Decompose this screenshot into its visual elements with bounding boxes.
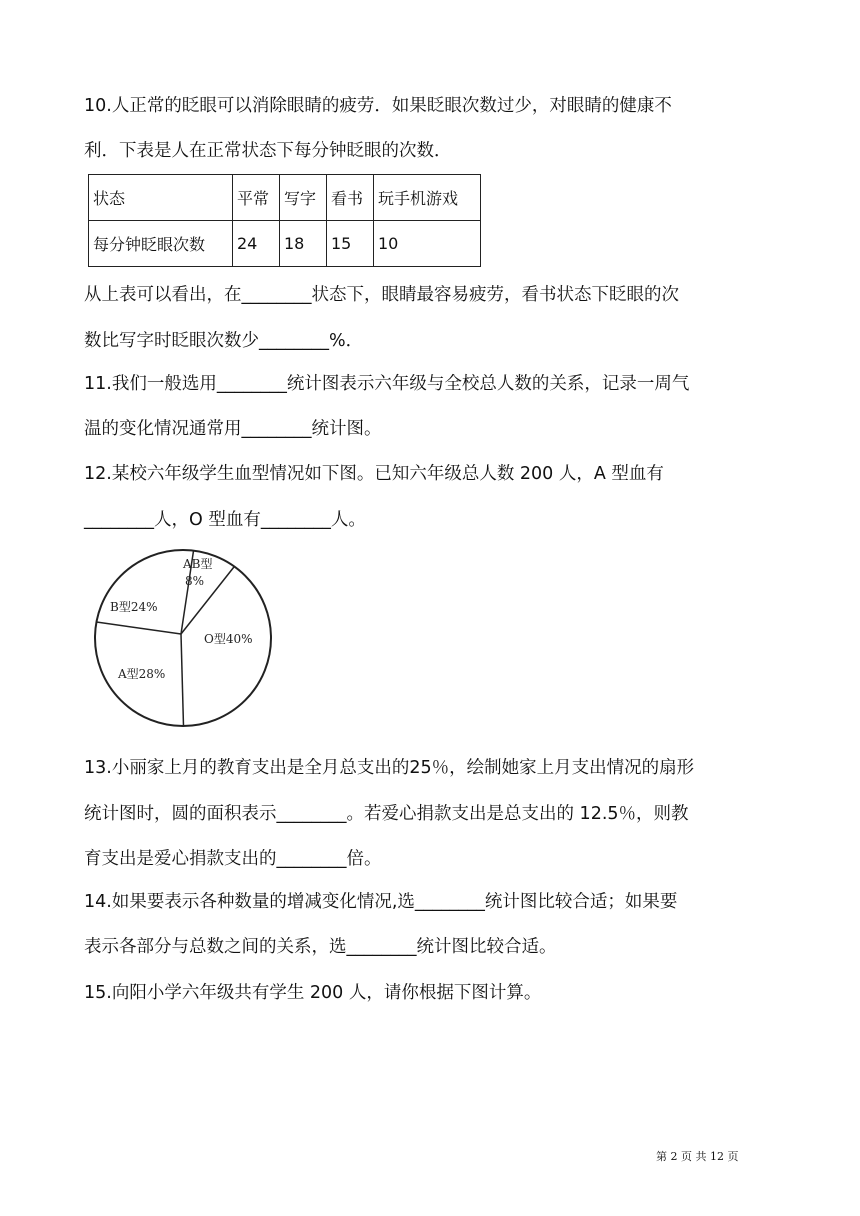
table-cell: 15 <box>327 221 374 267</box>
q10-line-3: 从上表可以看出，在________状态下，眼睛最容易疲劳，看书状态下眨眼的次 <box>84 285 679 305</box>
q11-line-1: 11.我们一般选用________统计图表示六年级与全校总人数的关系，记录一周气 <box>84 374 690 394</box>
table-cell: 状态 <box>89 175 233 221</box>
blink-table <box>88 174 481 267</box>
q12-line-2: ________人，O 型血有________人。 <box>84 510 366 530</box>
pie-label-b: B型24% <box>110 600 158 614</box>
q10-line-4: 数比写字时眨眼次数少________%． <box>84 331 364 351</box>
table-cell: 看书 <box>327 175 374 221</box>
q12-line-1: 12.某校六年级学生血型情况如下图。已知六年级总人数 200 人，A 型血有 <box>84 464 664 484</box>
q10-line-2: 利．下表是人在正常状态下每分钟眨眼的次数． <box>84 141 452 161</box>
table-cell: 写字 <box>280 175 327 221</box>
pie-label-ab: AB型 <box>183 557 213 571</box>
table-cell: 玩手机游戏 <box>374 175 481 221</box>
pie-label-o: O型40% <box>204 632 253 646</box>
q14-line-2: 表示各部分与总数之间的关系，选________统计图比较合适。 <box>84 937 557 957</box>
q10-line-1: 10.人正常的眨眼可以消除眼睛的疲劳．如果眨眼次数过少，对眼睛的健康不 <box>84 96 672 116</box>
table-cell: 18 <box>280 221 327 267</box>
q14-line-1: 14.如果要表示各种数量的增减变化情况,选________统计图比较合适；如果要 <box>84 892 678 912</box>
q13-line-1: 13.小丽家上月的教育支出是全月总支出的25％，绘制她家上月支出情况的扇形 <box>84 758 695 778</box>
table-row <box>89 175 481 221</box>
pie-label-ab-pct: 8% <box>185 574 205 588</box>
table-cell: 平常 <box>233 175 280 221</box>
blood-type-pie-chart <box>90 545 276 735</box>
table-cell: 10 <box>374 221 481 267</box>
q13-line-3: 育支出是爱心捐款支出的________倍。 <box>84 849 382 869</box>
page-footer: 第 2 页 共 12 页 <box>656 1150 739 1163</box>
q15-line-1: 15.向阳小学六年级共有学生 200 人，请你根据下图计算。 <box>84 983 542 1003</box>
q11-line-2: 温的变化情况通常用________统计图。 <box>84 419 382 439</box>
table-cell: 24 <box>233 221 280 267</box>
table-row <box>89 221 481 267</box>
pie-label-a: A型28% <box>118 667 166 681</box>
table-cell: 每分钟眨眼次数 <box>89 221 233 267</box>
q13-line-2: 统计图时，圆的面积表示________。若爱心捐款支出是总支出的 12.5％，则教 <box>84 804 689 824</box>
